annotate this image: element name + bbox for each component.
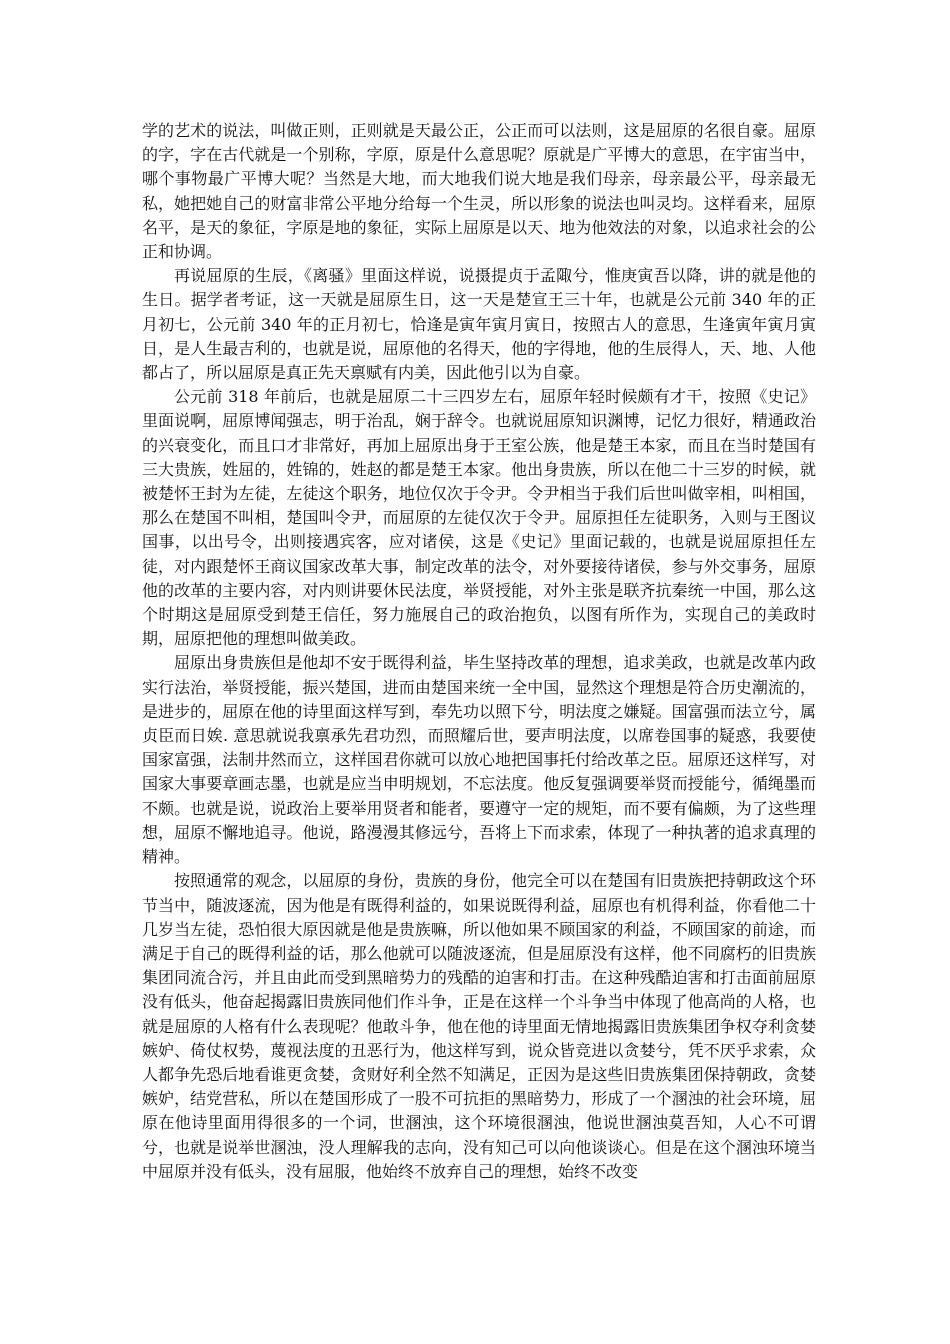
document-body xyxy=(142,119,816,1184)
paragraph-4: 屈原出身贵族但是他却不安于既得利益，毕生坚持改革的理想，追求美政，也就是改革内政实行法治，举贤授能，振兴楚国，进而由楚国来统一全中国，显然这个理想是符合历史潮流的，是进步的，屈原在他的诗里面这样写到，奉先功以照下兮，明法度之嫌疑。国富强而法立兮，属贞臣而日娭. 意思就说我禀承先君功烈，而照耀后世，要声明法度，以席卷国事的疑惑，我要使国家富强，法制井然而立，这样国君你就可以放心地把国事托付给改革之臣。屈原还这样写，对国家大事要章画志墨，也就是应当申明规划，不忘法度。他反复强调要举贤而授能兮，循绳墨而不颇。也就是说，说政治上要举用贤者和能者，要遵守一定的规矩，而不要有偏颇，为了这些理想，屈原不懈地追寻。他说，路漫漫其修远兮，吾将上下而求索，体现了一种执著的追求真理的精神。 xyxy=(142,653,816,867)
paragraph-3: 公元前 318 年前后，也就是屈原二十三四岁左右，屈原年轻时候颇有才干，按照《史记》里面说啊，屈原博闻强志，明于治乱，娴于辞令。也就说屈原知识渊博，记忆力很好，精通政治的兴衰变化，而且口才非常好，再加上屈原出身于王室公族，他是楚王本家，而且在当时楚国有三大贵族，姓屈的，姓锦的，姓赵的都是楚王本家。他出身贵族，所以在他二十三岁的时候，就被楚怀王封为左徒，左徒这个职务，地位仅次于令尹。令尹相当于我们后世叫做宰相，叫相国，那么在楚国不叫相，楚国叫令尹，而屈原的左徒仅次于令尹。屈原担任左徒职务，入则与王图议国事，以出号令，出则接遇宾客，应对诸侯，这是《史记》里面记载的，也就是说屈原担任左徒，对内跟楚怀王商议国家改革大事，制定改革的法令，对外要接待诸侯，参与外交事务，屈原他的改革的主要内容，对内则讲要休民法度，举贤授能，对外主张是联齐抗秦统一中国，那么这个时期这是屈原受到楚王信任，努力施展自己的政治抱负，以图有所作为，实现自己的美政时期，屈原把他的理想叫做美政。 xyxy=(142,387,816,649)
paragraph-1: 学的艺术的说法，叫做正则，正则就是天最公正，公正而可以法则，这是屈原的名很自豪。屈原的字，字在古代就是一个别称，字原，原是什么意思呢？原就是广平博大的意思，在宇宙当中，哪个事物最广平博大呢？当然是大地，而大地我们说大地是我们母亲，母亲最公平，母亲最无私，她把她自己的财富非常公平地分给每一个生灵，所以形象的说法也叫灵均。这样看来，屈原名平，是天的象征，字原是地的象征，实际上屈原是以天、地为他效法的对象，以追求社会的公正和协调。 xyxy=(142,121,816,262)
paragraph-2: 再说屈原的生辰，《离骚》里面这样说，说摄提贞于孟陬兮，惟庚寅吾以降，讲的就是他的生日。据学者考证，这一天就是屈原生日，这一天是楚宣王三十年，也就是公元前 340 年的正月初七，公元前 340 年的正月初七，恰逢是寅年寅月寅日，按照古人的意思，生逢寅年寅月寅日，是人生最吉利的，也就是说，屈原他的名得天，他的字得地，他的生辰得人，天、地、人他都占了，所以屈原是真正先天禀赋有内美，因此他引以为自豪。 xyxy=(142,266,816,383)
paragraph-5: 按照通常的观念，以屈原的身份，贵族的身份，他完全可以在楚国有旧贵族把持朝政这个环节当中，随波逐流，因为他是有既得利益的，如果说既得利益，屈原也有机得利益，你看他二十几岁当左徒，恐怕很大原因就是他是贵族嘛，所以他如果不顾国家的利益，不顾国家的前途，而满足于自己的既得利益的话，那么他就可以随波逐流，但是屈原没有这样，他不同腐朽的旧贵族集团同流合污，并且由此而受到黑暗势力的残酷的迫害和打击。在这种残酷迫害和打击面前屈原没有低头，他奋起揭露旧贵族同他们作斗争，正是在这样一个斗争当中体现了他高尚的人格，也就是屈原的人格有什么表现呢？他敢斗争，他在他的诗里面无情地揭露旧贵族集团争权夺利贪婪嫉妒、倚仗权势，蔑视法度的丑恶行为，他这样写到，说众皆竞进以贪婪兮，凭不厌乎求索，众人都争先恐后地看谁更贪婪，贪财好利全然不知满足，正因为是这些旧贵族集团保持朝政，贪婪嫉妒，结党营私，所以在楚国形成了一股不可抗拒的黑暗势力，形成了一个溷浊的社会环境，屈原在他诗里面用得很多的一个词，世溷浊，这个环境很溷浊，他说世溷浊莫吾知，人心不可谓兮，也就是说举世溷浊，没人理解我的志向，没有知己可以向他谈谈心。但是在这个溷浊环境当中屈原并没有低头，没有屈服，他始终不放弃自己的理想，始终不改变 xyxy=(142,871,816,1181)
